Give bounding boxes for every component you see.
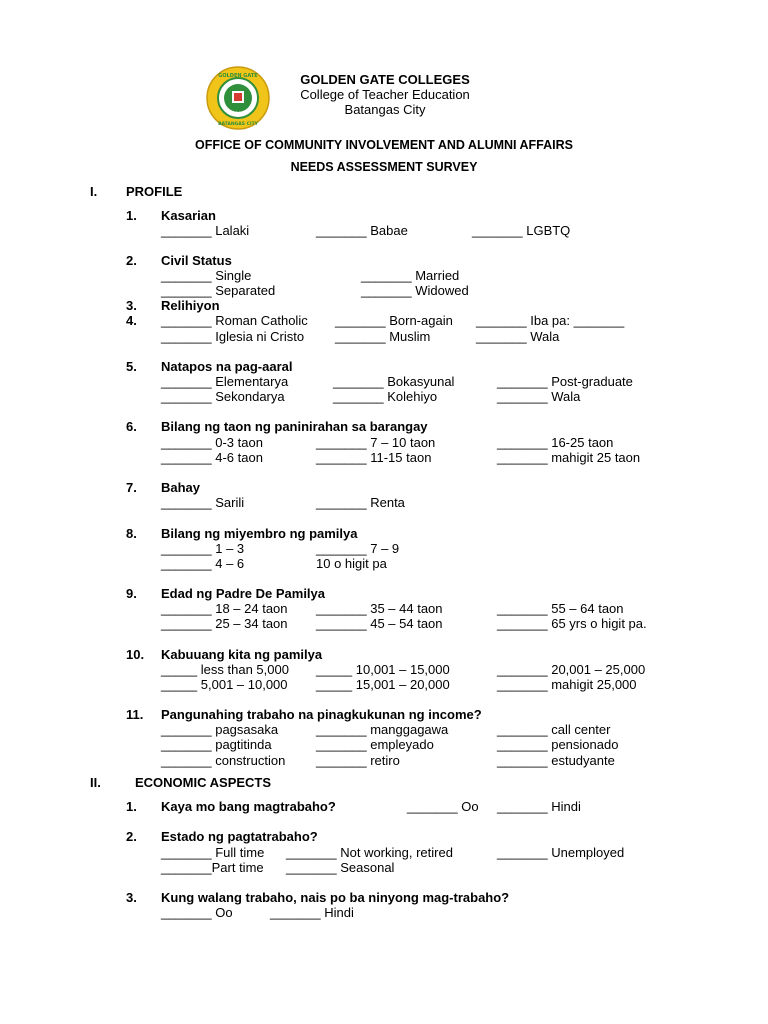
answer-option: _______ 7 – 9 [316, 541, 400, 556]
answer-option: _______ Sarili [161, 495, 245, 510]
answer-option: _______ Sekondarya [161, 389, 285, 404]
answer-option: _______ Roman Catholic [161, 313, 308, 328]
question-number: 4. [126, 313, 137, 328]
answer-option: _______ Iba pa: _______ [476, 313, 625, 328]
answer-option: _______ manggagawa [316, 722, 449, 737]
svg-text:BATANGAS CITY: BATANGAS CITY [218, 122, 258, 127]
answer-option: _______ Full time [161, 845, 265, 860]
answer-option: _______ Seasonal [286, 860, 395, 875]
question-title: Kasarian [161, 208, 216, 223]
answer-option: _______ LGBTQ [472, 223, 571, 238]
question-title: Relihiyon [161, 298, 220, 313]
answer-option: _______Part time [161, 860, 264, 875]
answer-option: _______ Kolehiyo [333, 389, 438, 404]
answer-option: _______ 1 – 3 [161, 541, 245, 556]
answer-option: _______ Hindi [497, 799, 581, 814]
answer-option: _______ Oo [407, 799, 479, 814]
question-title: Kabuuang kita ng pamilya [161, 647, 323, 662]
answer-option: _____ less than 5,000 [161, 662, 289, 677]
answer-option: _______ Renta [316, 495, 405, 510]
answer-option: _______ Single [161, 268, 252, 283]
answer-option: _______ 4 – 6 [161, 556, 245, 571]
answer-option: _______ 0-3 taon [161, 435, 263, 450]
question-number: 2. [126, 253, 137, 268]
college-name: College of Teacher Education [300, 87, 470, 102]
answer-option: _______ 18 – 24 taon [161, 601, 288, 616]
question-title: Pangunahing trabaho na pinagkukunan ng income? [161, 707, 482, 722]
answer-option: _______ 55 – 64 taon [497, 601, 624, 616]
answer-option: _______ pagtitinda [161, 737, 272, 752]
answer-option: _____ 10,001 – 15,000 [316, 662, 450, 677]
question-title: Natapos na pag-aaral [161, 359, 293, 374]
question-title: Bahay [161, 480, 201, 495]
answer-option: _______ call center [497, 722, 611, 737]
answer-option: _______ Bokasyunal [333, 374, 455, 389]
question-number: 1. [126, 799, 137, 814]
answer-option: _______ Elementarya [161, 374, 289, 389]
answer-option: _______ Married [361, 268, 460, 283]
answer-option: _______ Wala [497, 389, 581, 404]
answer-option: _______ 11-15 taon [316, 450, 432, 465]
question-title: Civil Status [161, 253, 232, 268]
question-title: Kaya mo bang magtrabaho? [161, 799, 336, 814]
answer-option: _______ 20,001 – 25,000 [497, 662, 646, 677]
question-title: Estado ng pagtatrabaho? [161, 829, 318, 844]
answer-option: 10 o higit pa [316, 556, 387, 571]
survey-title: NEEDS ASSESSMENT SURVEY [290, 160, 478, 174]
answer-option: _______ construction [161, 753, 286, 768]
school-name: GOLDEN GATE COLLEGES [300, 72, 470, 87]
answer-option: _______ Oo [161, 905, 233, 920]
answer-option: _______ Separated [161, 283, 276, 298]
answer-option: _______ empleyado [316, 737, 434, 752]
answer-option: _______ pensionado [497, 737, 619, 752]
answer-option: _______ 16-25 taon [497, 435, 614, 450]
question-number: 1. [126, 208, 137, 223]
question-number: 2. [126, 829, 137, 844]
question-title: Bilang ng taon ng paninirahan sa barangay [161, 419, 428, 434]
question-number: 3. [126, 890, 137, 905]
question-number: 7. [126, 480, 137, 495]
answer-option: _______ Post-graduate [497, 374, 633, 389]
question-number: 8. [126, 526, 137, 541]
question-title: Bilang ng miyembro ng pamilya [161, 526, 358, 541]
answer-option: _______ 35 – 44 taon [316, 601, 443, 616]
answer-option: _______ mahigit 25,000 [497, 677, 637, 692]
answer-option: _______ 25 – 34 taon [161, 616, 288, 631]
answer-option: _______ Widowed [361, 283, 469, 298]
answer-option: _______ Unemployed [497, 845, 625, 860]
answer-option: _______ Babae [316, 223, 408, 238]
section-numeral-profile: I. [90, 184, 98, 199]
answer-option: _______ 65 yrs o higit pa. [497, 616, 647, 631]
answer-option: _______ Muslim [335, 329, 431, 344]
question-number: 10. [126, 647, 145, 662]
svg-text:1946: 1946 [232, 111, 244, 116]
section-numeral-economic: II. [90, 775, 101, 790]
answer-option: _______ estudyante [497, 753, 615, 768]
question-title: Kung walang trabaho, nais po ba ninyong mag-trabaho? [161, 890, 510, 905]
question-number: 11. [126, 707, 144, 722]
answer-option: _______ Hindi [270, 905, 354, 920]
answer-option: _____ 5,001 – 10,000 [161, 677, 288, 692]
answer-option: _______ pagsasaka [161, 722, 279, 737]
office-title: OFFICE OF COMMUNITY INVOLVEMENT AND ALUMNI AFFAIRS [195, 138, 573, 152]
question-title: Edad ng Padre De Pamilya [161, 586, 326, 601]
answer-option: _______ Not working, retired [286, 845, 453, 860]
svg-text:GOLDEN GATE: GOLDEN GATE [218, 73, 258, 79]
city-name: Batangas City [344, 102, 426, 117]
answer-option: _______ 45 – 54 taon [316, 616, 443, 631]
section-title-profile: PROFILE [126, 184, 183, 199]
answer-option: _______ Iglesia ni Cristo [161, 329, 305, 344]
answer-option: _______ Wala [476, 329, 560, 344]
answer-option: _____ 15,001 – 20,000 [316, 677, 450, 692]
answer-option: _______ mahigit 25 taon [497, 450, 641, 465]
question-number: 5. [126, 359, 137, 374]
answer-option: _______ 4-6 taon [161, 450, 263, 465]
answer-option: _______ Born-again [335, 313, 453, 328]
answer-option: _______ retiro [316, 753, 400, 768]
question-number: 9. [126, 586, 137, 601]
question-number: 6. [126, 419, 137, 434]
answer-option: _______ Lalaki [161, 223, 250, 238]
question-number: 3. [126, 298, 137, 313]
answer-option: _______ 7 – 10 taon [316, 435, 436, 450]
section-title-economic: ECONOMIC ASPECTS [135, 775, 272, 790]
